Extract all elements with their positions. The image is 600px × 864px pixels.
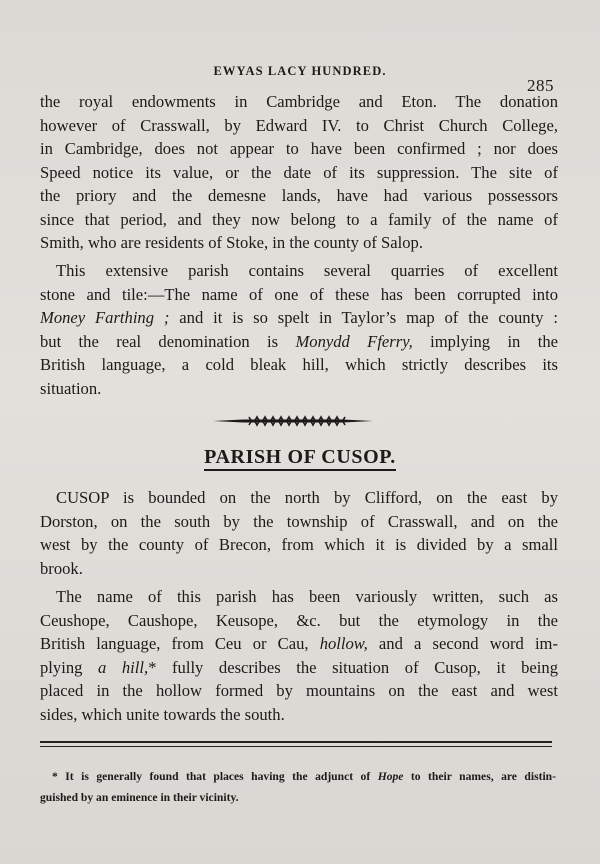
text-line: in Cambridge, does not appear to have been confirmed ; nor does (40, 139, 558, 158)
text-line (40, 306, 558, 330)
text-line: Ceushope, Caushope, Keusope, &c. but the etymology in the (40, 610, 558, 630)
text-line: The name of this parish has been variously written, such as (56, 587, 558, 606)
text-line: situation. (40, 378, 102, 398)
text-line: west by the county of Brecon, from which it is divided by a small (40, 535, 558, 554)
text-line: placed in the hollow formed by mountains on the east and west (40, 681, 558, 700)
text-line: the royal endowments in Cambridge and Eton. The donation (40, 92, 558, 111)
italic-term: Money Farthing ; (40, 308, 170, 327)
text-run: to their names, are distin- (403, 770, 556, 783)
paragraph-quarries (40, 259, 558, 400)
footnote-line (40, 766, 556, 787)
italic-term: Hope (377, 770, 404, 783)
text-line: brook. (40, 558, 83, 578)
text-line: however of Crasswall, by Edward IV. to Christ Church College, (40, 115, 558, 135)
text-run: and it is so spelt in Taylor’s map of the county : (169, 308, 558, 327)
text-line: Speed notice its value, or the date of its suppression. The site of (40, 162, 558, 182)
text-line: sides, which unite towards the south. (40, 704, 285, 724)
text-line: since that period, and they now belong to a family of the name of (40, 209, 558, 229)
text-run: and a second word im- (367, 634, 558, 653)
text-line: stone and tile:—The name of one of these has been corrupted into (40, 284, 558, 304)
text-line: Smith, who are residents of Stoke, in the county of Salop. (40, 233, 423, 252)
text-run: implying in the (412, 331, 558, 351)
text-line: This extensive parish contains several quarries of excellent (56, 261, 558, 280)
text-line (40, 656, 558, 680)
text-run: * It is generally found that places having the adjunct of (52, 770, 378, 783)
italic-term: hollow, (319, 634, 368, 653)
paragraph-cusop-bounds (40, 486, 558, 580)
footnote (40, 766, 556, 808)
text-line: Dorston, on the south by the township of Crasswall, and on the (40, 511, 558, 531)
text-run: but the real denomination is (40, 331, 296, 351)
text-run: plying (40, 657, 98, 677)
paragraph-cusop-name (40, 585, 558, 726)
text-line: CUSOP is bounded on the north by Clifford, on the east by (56, 488, 558, 507)
text-line (40, 330, 558, 354)
section-title (0, 446, 600, 469)
italic-term: Monydd Fferry, (295, 331, 413, 351)
decorative-rope-ornament (213, 414, 373, 428)
text-run: British language, from Ceu or Cau, (40, 634, 320, 653)
page-number: 285 (527, 76, 554, 95)
italic-term: a hill, (97, 657, 149, 677)
paragraph-royal-endowments (40, 90, 558, 255)
text-run: * fully describes the situation of Cusop, it being (148, 657, 558, 677)
footnote-line: guished by an eminence in their vicinity. (40, 791, 239, 804)
text-line: the priory and the demesne lands, have had various possessors (40, 186, 558, 205)
text-line: British language, a cold bleak hill, which strictly describes its (40, 355, 558, 374)
footnote-rule-thin (40, 746, 552, 747)
section-title-text: PARISH OF CUSOP. (204, 446, 396, 471)
running-head: EWYAS LACY HUNDRED. (213, 64, 387, 78)
text-line (40, 632, 558, 656)
footnote-rule (40, 741, 552, 743)
